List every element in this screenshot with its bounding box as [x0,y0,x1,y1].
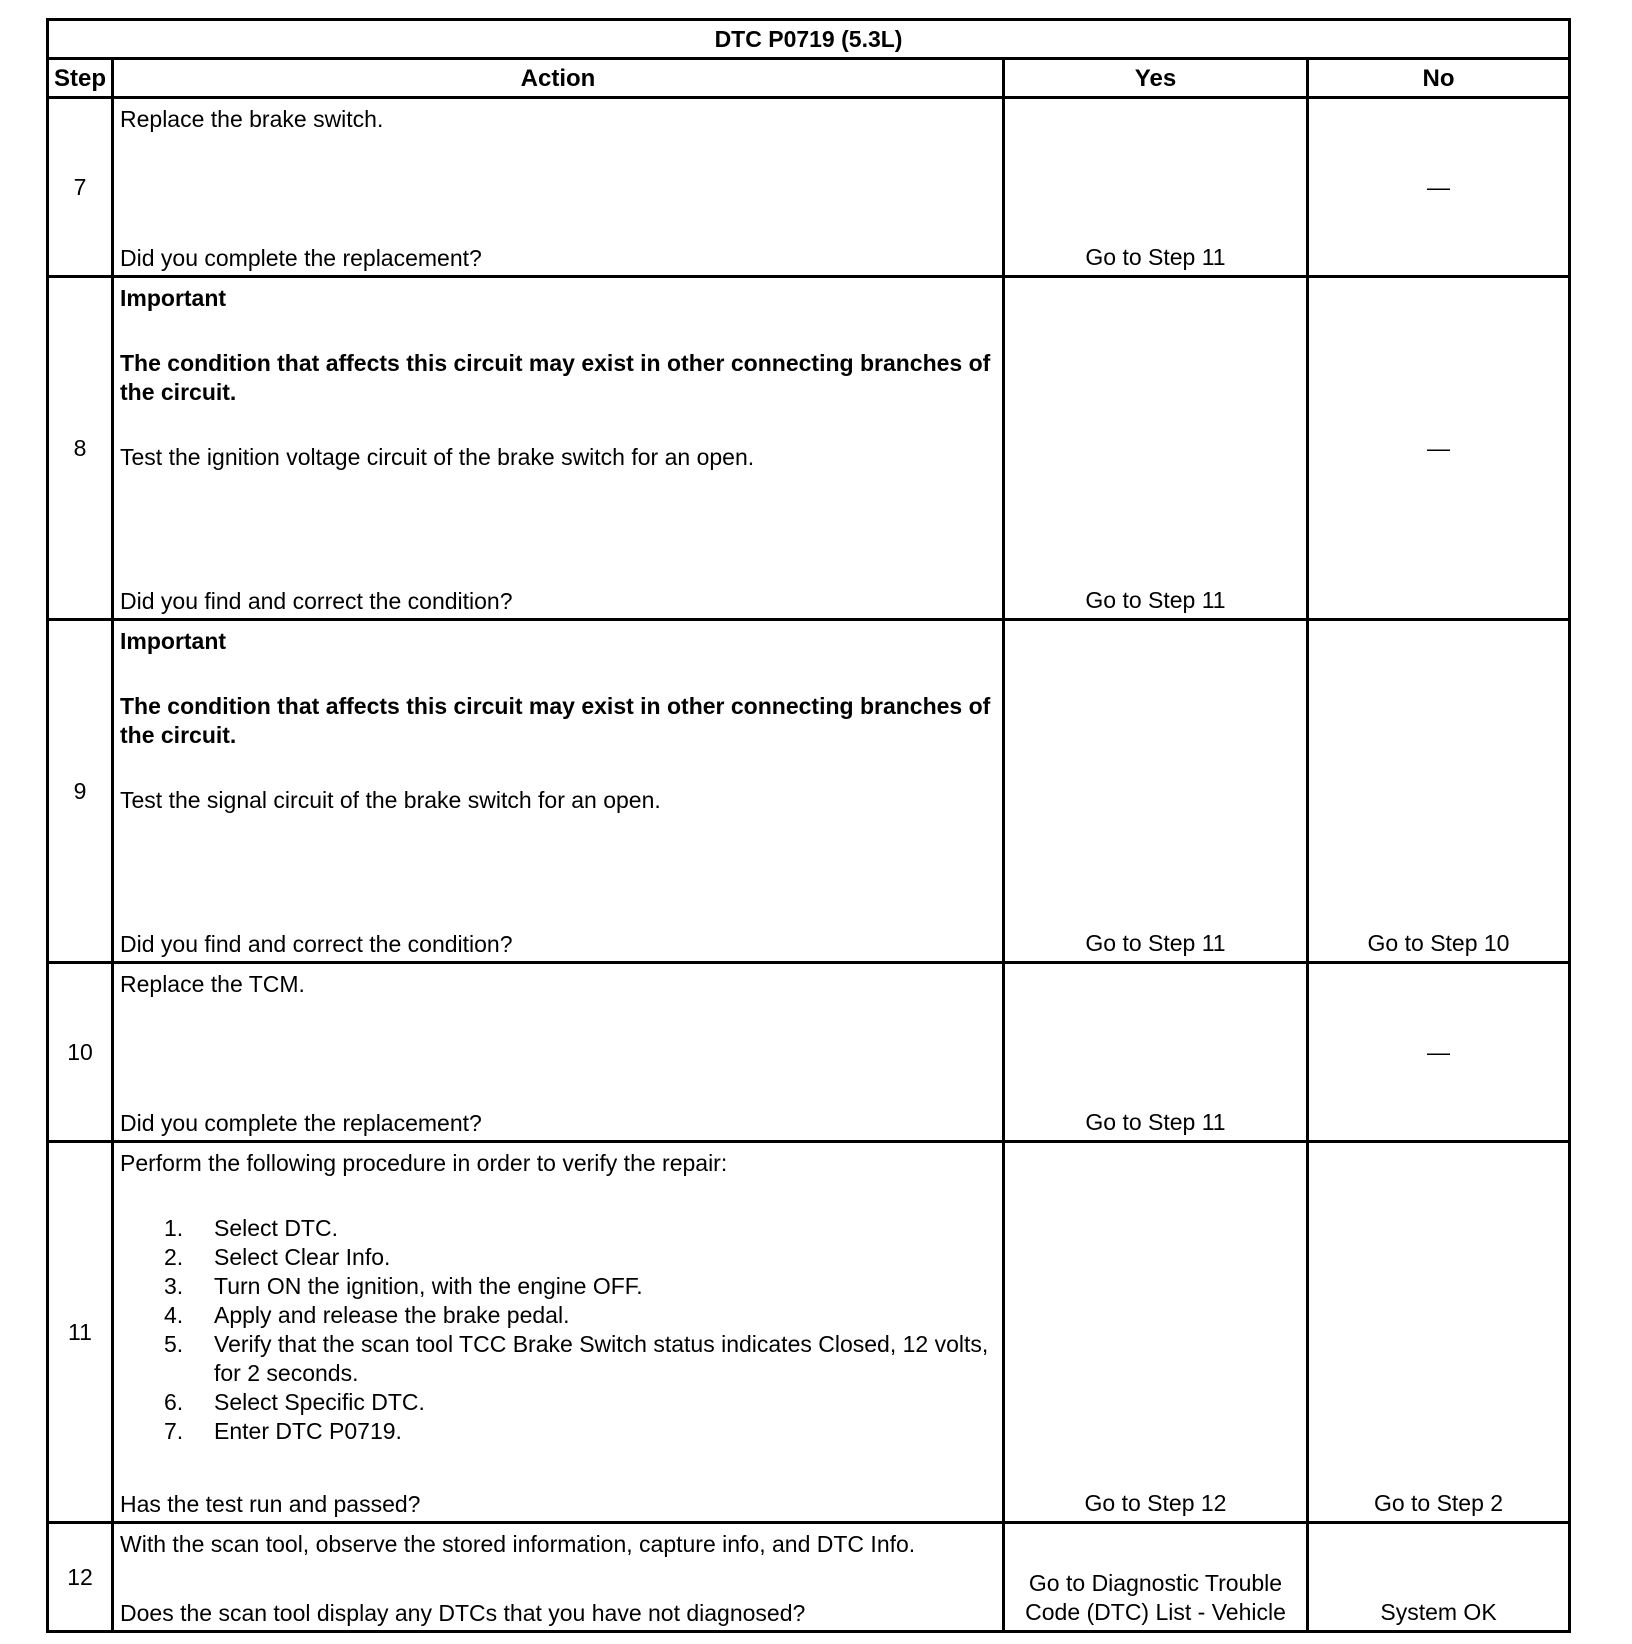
action-cell [113,277,1004,620]
no-outcome: — [1308,277,1570,620]
table-row-step-8 [48,277,1570,620]
step-number: 9 [48,620,113,963]
header-action: Action [113,59,1004,98]
procedure-step-text: Select Specific DTC. [214,1389,425,1415]
step-number: 12 [48,1523,113,1632]
no-outcome: — [1308,98,1570,277]
procedure-step [164,1301,996,1330]
action-cell [113,98,1004,277]
action-question: Did you complete the replacement? [120,1110,482,1136]
procedure-step-text: Apply and release the brake pedal. [214,1302,570,1328]
procedure-step [164,1388,996,1417]
table-row-step-10 [48,963,1570,1142]
action-text: Test the signal circuit of the brake switch for an open. [120,787,661,813]
no-outcome: Go to Step 10 [1308,620,1570,963]
step-number: 7 [48,98,113,277]
action-text: Perform the following procedure in order to verify the repair: [120,1150,728,1176]
procedure-step-text: Select Clear Info. [214,1244,391,1270]
step-number: 11 [48,1142,113,1523]
action-question: Does the scan tool display any DTCs that you have not diagnosed? [120,1600,806,1626]
action-question: Did you complete the replacement? [120,245,482,271]
table-header-row [48,59,1570,98]
header-step: Step [48,59,113,98]
procedure-step-number: 3. [164,1273,184,1299]
no-outcome: System OK [1308,1523,1570,1632]
action-question: Did you find and correct the condition? [120,931,513,957]
procedure-step-text: Verify that the scan tool TCC Brake Switch status indicates Closed, 12 volts, for 2 seconds. [214,1331,989,1386]
step-number: 8 [48,277,113,620]
yes-outcome: Go to Step 11 [1004,620,1308,963]
procedure-step [164,1214,996,1243]
procedure-list [120,1214,996,1446]
no-outcome: — [1308,963,1570,1142]
action-cell [113,620,1004,963]
action-cell [113,963,1004,1142]
action-cell [113,1523,1004,1632]
yes-outcome: Go to Diagnostic Trouble Code (DTC) List - Vehicle [1004,1523,1308,1632]
procedure-step-text: Enter DTC P0719. [214,1418,402,1444]
dtc-procedure-table [46,18,1571,1633]
yes-outcome: Go to Step 11 [1004,963,1308,1142]
action-question: Did you find and correct the condition? [120,588,513,614]
procedure-step-number: 7. [164,1418,184,1444]
action-question: Has the test run and passed? [120,1491,421,1517]
step-number: 10 [48,963,113,1142]
no-outcome: Go to Step 2 [1308,1142,1570,1523]
table-row-step-12 [48,1523,1570,1632]
header-no: No [1308,59,1570,98]
table-row-step-7 [48,98,1570,277]
table-title-row [48,20,1570,59]
important-label: Important [120,285,227,311]
procedure-step-number: 2. [164,1244,184,1270]
yes-outcome: Go to Step 12 [1004,1142,1308,1523]
table-row-step-9 [48,620,1570,963]
header-yes: Yes [1004,59,1308,98]
procedure-step-text: Select DTC. [214,1215,338,1241]
table-title: DTC P0719 (5.3L) [48,20,1570,59]
procedure-step-number: 6. [164,1389,184,1415]
important-label: Important [120,628,227,654]
action-text: Replace the TCM. [120,971,305,997]
action-text: Test the ignition voltage circuit of the brake switch for an open. [120,444,755,470]
action-text: With the scan tool, observe the stored information, capture info, and DTC Info. [120,1531,916,1557]
procedure-step [164,1243,996,1272]
procedure-step [164,1272,996,1301]
yes-outcome: Go to Step 11 [1004,277,1308,620]
action-cell [113,1142,1004,1523]
procedure-step-number: 5. [164,1331,184,1357]
table-row-step-11 [48,1142,1570,1523]
important-note: The condition that affects this circuit may exist in other connecting branches of the circuit. [120,350,991,405]
action-text: Replace the brake switch. [120,106,384,132]
procedure-step-number: 4. [164,1302,184,1328]
procedure-step-text: Turn ON the ignition, with the engine OFF. [214,1273,643,1299]
procedure-step [164,1330,996,1388]
important-note: The condition that affects this circuit may exist in other connecting branches of the circuit. [120,693,991,748]
procedure-step-number: 1. [164,1215,184,1241]
procedure-step [164,1417,996,1446]
yes-outcome: Go to Step 11 [1004,98,1308,277]
